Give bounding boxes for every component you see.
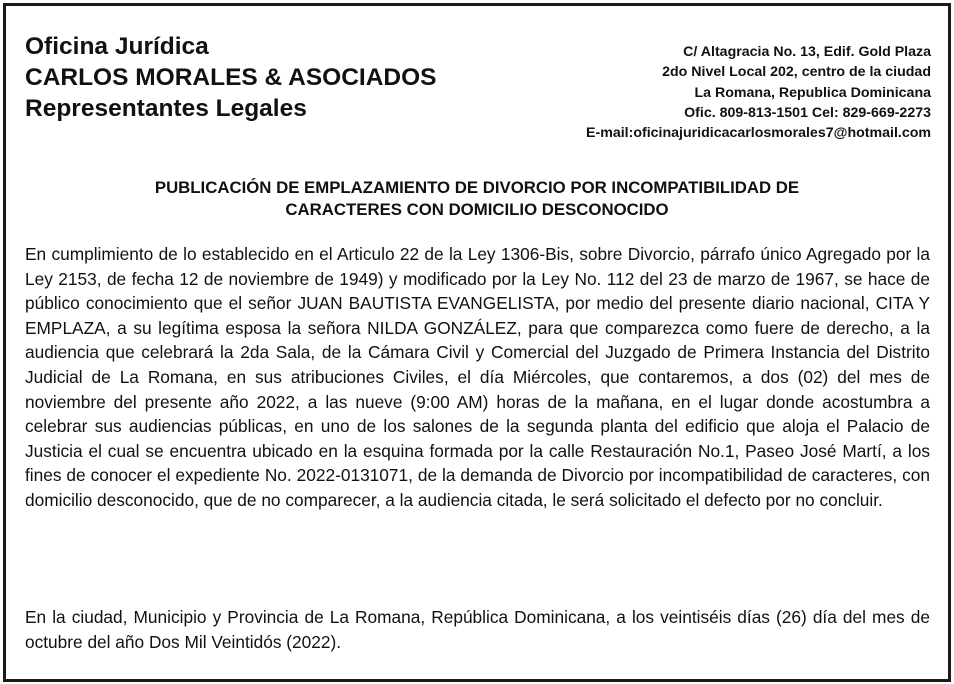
notice-title	[6, 177, 948, 221]
firm-block	[25, 31, 437, 124]
notice-body-paragraph: En cumplimiento de lo establecido en el Articulo 22 de la Ley 1306-Bis, sobre Divorcio, párrafo único Agregado por la Ley 2153, de fecha 12 de noviembre de 1949) y modificado por la Ley No. 112 del 23 de marzo de 1967, se hace de público conocimiento que el señor JUAN BAUTISTA EVANGELISTA, por medio del presente diario nacional, CITA Y EMPLAZA, a su legítima esposa la señora NILDA GONZÁLEZ, para que comparezca como fuere de derecho, a la audiencia que celebrará la 2da Sala, de la Cámara Civil y Comercial del Juzgado de Primera Instancia del Distrito Judicial de La Romana, en sus atribuciones Civiles, el día Miércoles, que contaremos, a dos (02) del mes de noviembre del presente año 2022, a las nueve (9:00 AM) horas de la mañana, en el lugar donde acostumbra a celebrar sus audiencias públicas, en uno de los salones de la segunda planta del edificio que aloja el Palacio de Justicia el cual se encuentra ubicado en la esquina formada por la calle Restauración No.1, Paseo José Martí, a los fines de conocer el expediente No. 2022-0131071, de la demanda de Divorcio por incompatibilidad de caracteres, con domicilio desconocido, que de no comparecer, a la audiencia citada, le será solicitado el defecto por no concluir.	[25, 244, 930, 510]
contact-address-line1: C/ Altagracia No. 13, Edif. Gold Plaza	[683, 44, 931, 60]
contact-email: E-mail:oficinajuridicacarlosmorales7@hotmail.com	[586, 125, 931, 142]
contact-block	[586, 42, 931, 143]
notice-title-line1: PUBLICACIÓN DE EMPLAZAMIENTO DE DIVORCIO POR INCOMPATIBILIDAD DE	[154, 178, 800, 197]
notice-closing-paragraph: En la ciudad, Municipio y Provincia de La Romana, República Dominicana, a los veintiséis días (26) día del mes de octubre del año Dos Mil Veintidós (2022).	[25, 607, 930, 652]
firm-name: CARLOS MORALES & ASOCIADOS	[25, 64, 437, 91]
notice-frame	[3, 3, 951, 682]
contact-address-line2: 2do Nivel Local 202, centro de la ciudad	[662, 64, 931, 81]
contact-phones: Ofic. 809-813-1501 Cel: 829-669-2273	[684, 104, 931, 121]
firm-office-label: Oficina Jurídica	[25, 33, 209, 60]
notice-title-line2: CARACTERES CON DOMICILIO DESCONOCIDO	[285, 200, 669, 219]
firm-tagline: Representantes Legales	[25, 95, 307, 122]
contact-city: La Romana, Republica Dominicana	[694, 84, 931, 101]
